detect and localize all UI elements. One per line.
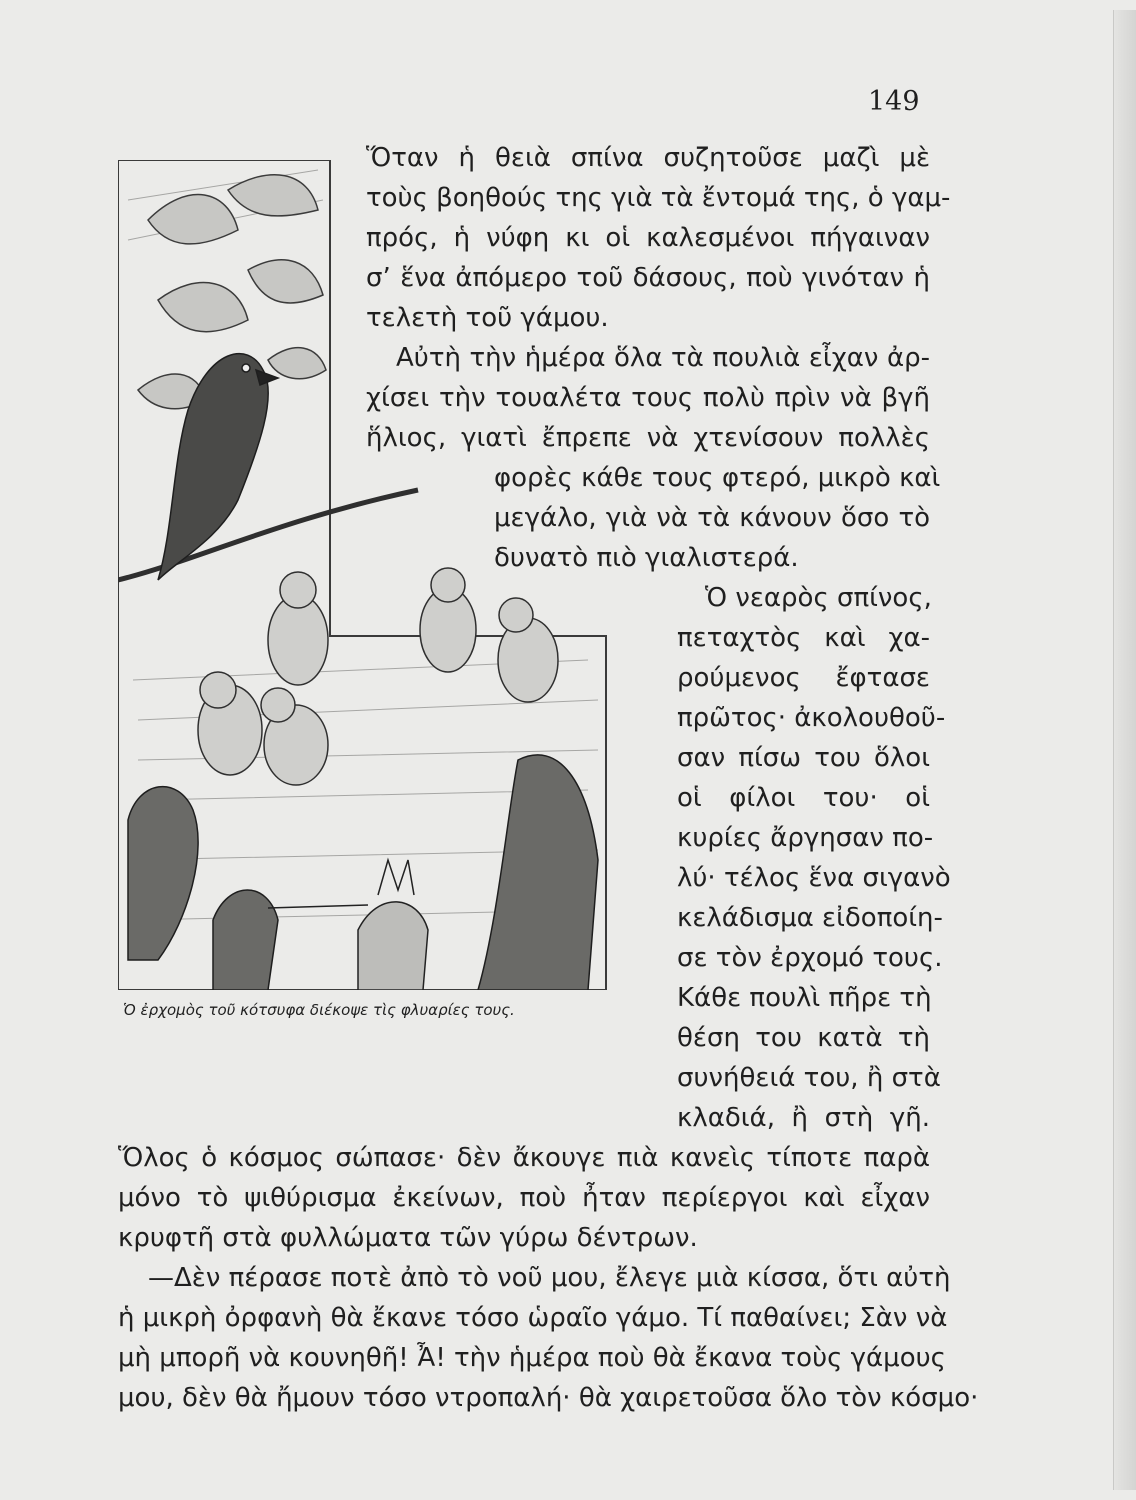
text-line: τοὺς βοηθούς της γιὰ τὰ ἔντομά της, ὁ γαμ-	[366, 183, 951, 213]
text-line: Ὅλος ὁ κόσμος σώπασε· δὲν ἄκουγε πιὰ κανεὶς τίποτε παρὰ	[118, 1143, 930, 1173]
illustration-caption: Ὁ ἐρχομὸς τοῦ κότσυφα διέκοψε τὶς φλυαρίες τους.	[123, 1001, 515, 1019]
text-line: πρός, ἡ νύφη κι οἱ καλεσμένοι πήγαιναν	[366, 223, 930, 253]
text-line: κελάδισμα εἰδοποίη-	[677, 903, 943, 933]
text-line: σαν πίσω του ὅλοι	[677, 743, 930, 773]
text-line: ἡ μικρὴ ὀρφανὴ θὰ ἔκανε τόσο ὡραῖο γάμο. Τί παθαίνει; Σὰν νὰ	[118, 1303, 948, 1333]
text-line: μου, δὲν θὰ ἤμουν τόσο ντροπαλή· θὰ χαιρετοῦσα ὅλο τὸν κόσμο·	[118, 1383, 979, 1413]
text-line: οἱ φίλοι του· οἱ	[677, 783, 930, 813]
text-line: Ὁ νεαρὸς σπίνος,	[705, 583, 932, 613]
text-line: Κάθε πουλὶ πῆρε τὴ	[677, 983, 932, 1013]
page-number: 149	[868, 86, 920, 117]
text-line: ἥλιος, γιατὶ ἔπρεπε νὰ χτενίσουν πολλὲς	[366, 423, 930, 453]
text-line: κλαδιά, ἢ στὴ γῆ.	[677, 1103, 930, 1133]
text-line: μόνο τὸ ψιθύρισμα ἐκείνων, ποὺ ἦταν περίεργοι καὶ εἶχαν	[118, 1183, 930, 1213]
text-line: δυνατὸ πιὸ γιαλιστερά.	[494, 543, 799, 573]
text-line: θέση του κατὰ τὴ	[677, 1023, 930, 1053]
text-line: πεταχτὸς καὶ χα-	[677, 623, 930, 653]
text-line: λύ· τέλος ἕνα σιγανὸ	[677, 863, 951, 893]
text-line: κρυφτῆ στὰ φυλλώματα τῶν γύρω δέντρων.	[118, 1223, 698, 1253]
page-edge	[1113, 10, 1136, 1490]
text-line: φορὲς κάθε τους φτερό, μικρὸ καὶ	[494, 463, 941, 493]
text-line: Αὐτὴ τὴν ἡμέρα ὅλα τὰ πουλιὰ εἶχαν ἀρ-	[396, 343, 930, 373]
text-line: χίσει τὴν τουαλέτα τους πολὺ πρὶν νὰ βγῆ	[366, 383, 930, 413]
text-line: ρούμενος ἔφτασε	[677, 663, 930, 693]
text-line: συνήθειά του, ἢ στὰ	[677, 1063, 941, 1093]
text-line: —Δὲν πέρασε ποτὲ ἀπὸ τὸ νοῦ μου, ἔλεγε μιὰ κίσσα, ὅτι αὐτὴ	[148, 1263, 951, 1293]
text-line: μὴ μπορῆ νὰ κουνηθῆ! Ἆ! τὴν ἡμέρα ποὺ θὰ ἔκανα τοὺς γάμους	[118, 1343, 946, 1373]
text-line: τελετὴ τοῦ γάμου.	[366, 303, 609, 333]
text-line: σ’ ἕνα ἀπόμερο τοῦ δάσους, ποὺ γινόταν ἡ	[366, 263, 930, 293]
text-line: πρῶτος· ἀκολουθοῦ-	[677, 703, 946, 733]
text-line: Ὅταν ἡ θειὰ σπίνα συζητοῦσε μαζὶ μὲ	[366, 143, 930, 173]
text-line: μεγάλο, γιὰ νὰ τὰ κάνουν ὅσο τὸ	[494, 503, 930, 533]
text-line: σε τὸν ἐρχομό τους.	[677, 943, 943, 973]
text-line: κυρίες ἄργησαν πο-	[677, 823, 934, 853]
